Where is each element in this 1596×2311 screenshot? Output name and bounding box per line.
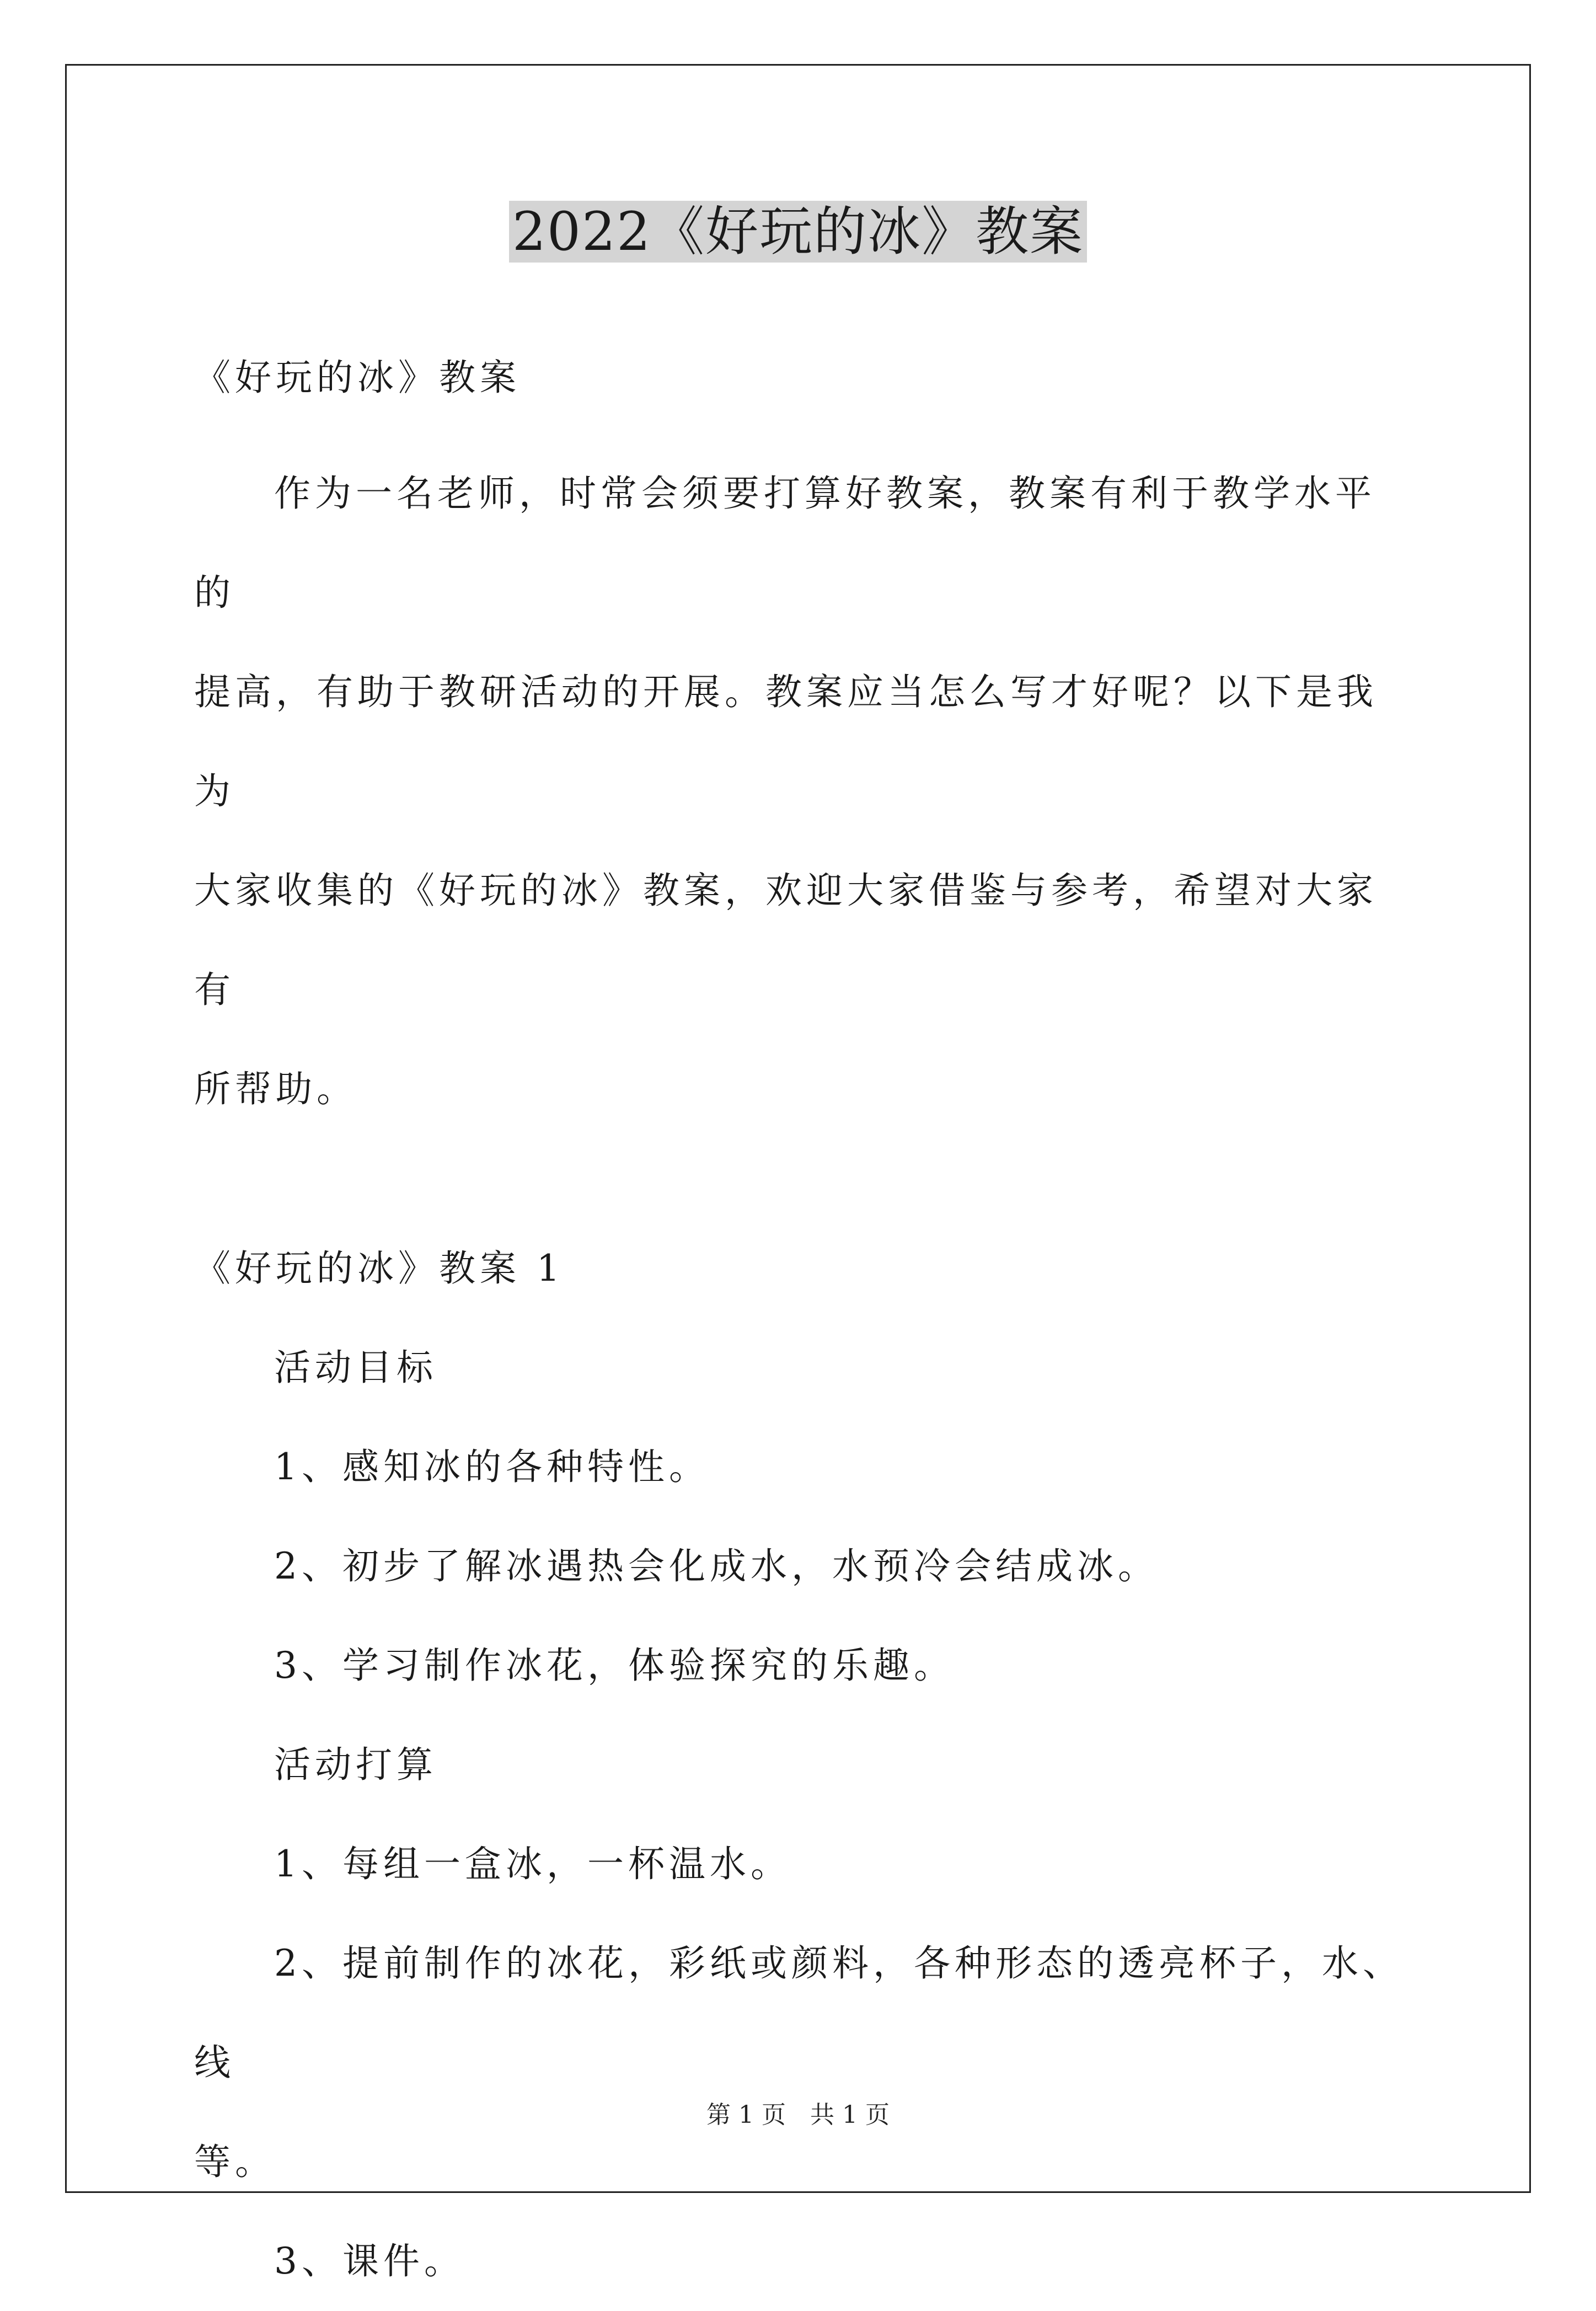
intro-line-1: 作为一名老师，时常会须要打算好教案，教案有利于教学水平的 (194, 472, 1376, 614)
prep-item-3: 3、课件。 (274, 2240, 465, 2282)
goals-heading: 活动目标 (274, 1346, 437, 1389)
page-number: 第 1 页 共 1 页 (706, 2101, 890, 2129)
document-title (0, 193, 1596, 270)
intro-line-2: 提高，有助于教研活动的开展。教案应当怎么写才好呢？以下是我为 (194, 671, 1378, 812)
prep-item-1: 1、每组一盒冰，一杯温水。 (274, 1843, 791, 1885)
document-body (194, 328, 1407, 2311)
intro-line-3: 大家收集的《好玩的冰》教案，欢迎大家借鉴与参考，希望对大家有 (194, 869, 1378, 1011)
goal-item-3: 3、学习制作冰花，体验探究的乐趣。 (274, 1644, 955, 1687)
section-heading: 《好玩的冰》教案 1 (194, 1247, 564, 1290)
prep-item-2-cont: 等。 (194, 2141, 276, 2183)
goal-item-2: 2、初步了解冰遇热会化成水，水预冷会结成冰。 (274, 1545, 1159, 1587)
prep-heading: 活动打算 (274, 1743, 437, 1786)
goal-item-1: 1、感知冰的各种特性。 (274, 1446, 710, 1488)
prep-item-2: 2、提前制作的冰花，彩纸或颜料，各种形态的透亮杯子，水、线 (194, 1942, 1404, 2084)
document-title-text: 2022《好玩的冰》教案 (509, 201, 1087, 263)
subtitle: 《好玩的冰》教案 (194, 356, 521, 399)
intro-line-4: 所帮助。 (194, 1068, 357, 1110)
